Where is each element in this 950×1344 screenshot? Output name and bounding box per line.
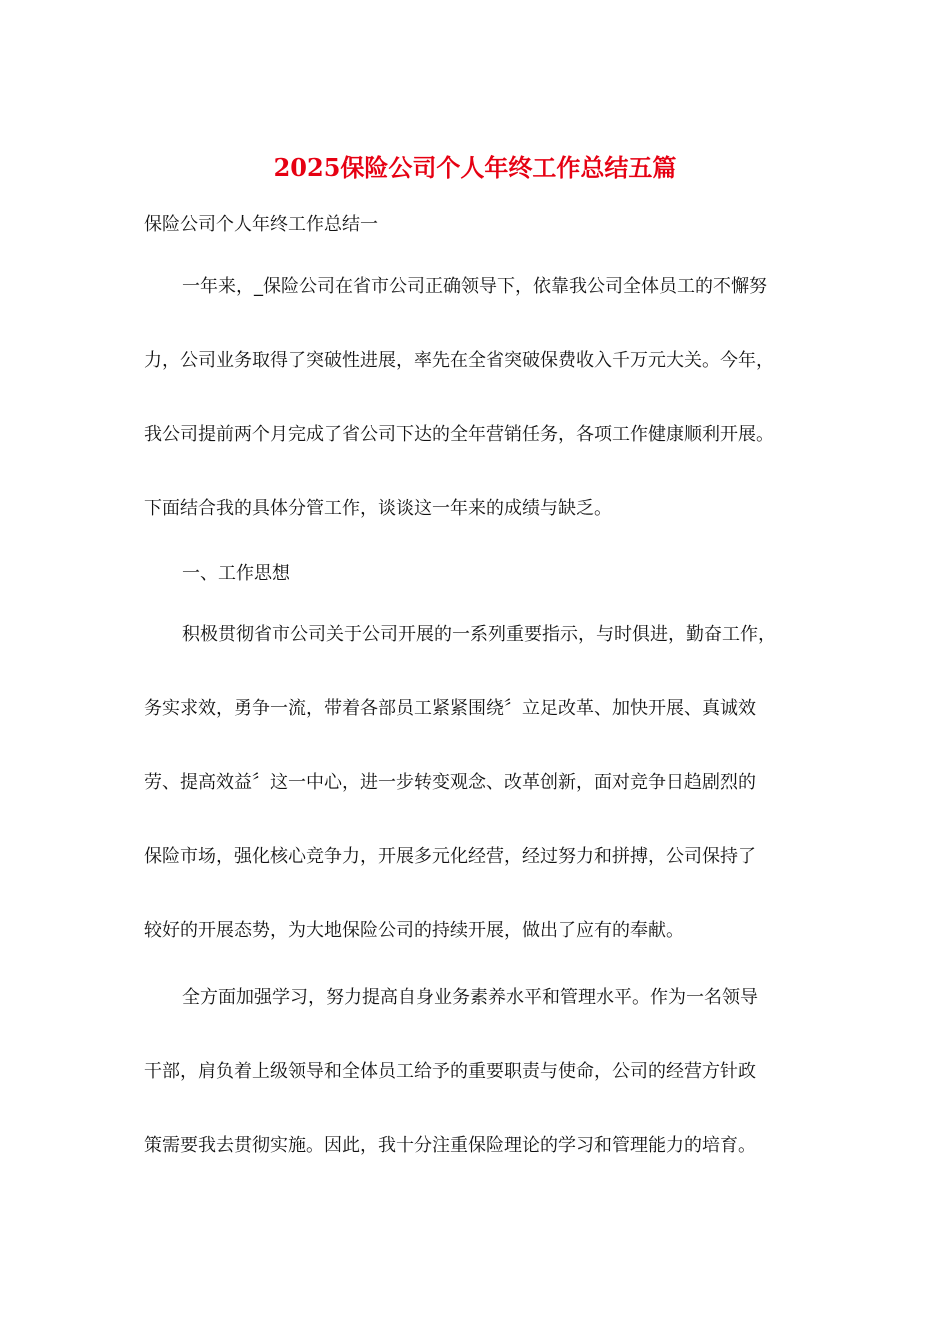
paragraph-learning [144,984,814,1206]
paragraph-line: 我公司提前两个月完成了省公司下达的全年营销任务，各项工作健康顺利开展。 [144,424,774,445]
paragraph-line: 保险市场，强化核心竞争力，开展多元化经营，经过努力和拼搏，公司保持了 [144,846,756,867]
paragraph-line: 较好的开展态势，为大地保险公司的持续开展，做出了应有的奉献。 [144,920,684,941]
paragraph-line: 策需要我去贯彻实施。因此，我十分注重保险理论的学习和管理能力的培育。 [144,1135,756,1156]
paragraph-line: 劳、提高效益〞这一中心，进一步转变观念、改革创新，面对竞争日趋剧烈的 [144,772,756,793]
paragraph-line: 干部，肩负着上级领导和全体员工给予的重要职责与使命，公司的经营方针政 [144,1061,756,1082]
document-subtitle: 保险公司个人年终工作总结一 [144,214,378,235]
document-title: 2025保险公司个人年终工作总结五篇 [273,153,677,182]
paragraph-line: 一年来，_保险公司在省市公司正确领导下，依靠我公司全体员工的不懈努 [182,276,767,297]
paragraph-line: 全方面加强学习，努力提高自身业务素养水平和管理水平。作为一名领导 [182,987,758,1008]
paragraph-line: 务实求效，勇争一流，带着各部员工紧紧围绕〞立足改革、加快开展、真诚效 [144,698,756,719]
section-heading-work-thoughts: 一、工作思想 [182,563,290,584]
paragraph-line: 积极贯彻省市公司关于公司开展的一系列重要指示，与时俱进，勤奋工作， [182,624,776,645]
paragraph-work-thoughts [144,621,814,991]
paragraph-line: 下面结合我的具体分管工作，谈谈这一年来的成绩与缺乏。 [144,498,612,519]
paragraph-intro [144,273,814,569]
paragraph-line: 力，公司业务取得了突破性进展，率先在全省突破保费收入千万元大关。今年， [144,350,774,371]
